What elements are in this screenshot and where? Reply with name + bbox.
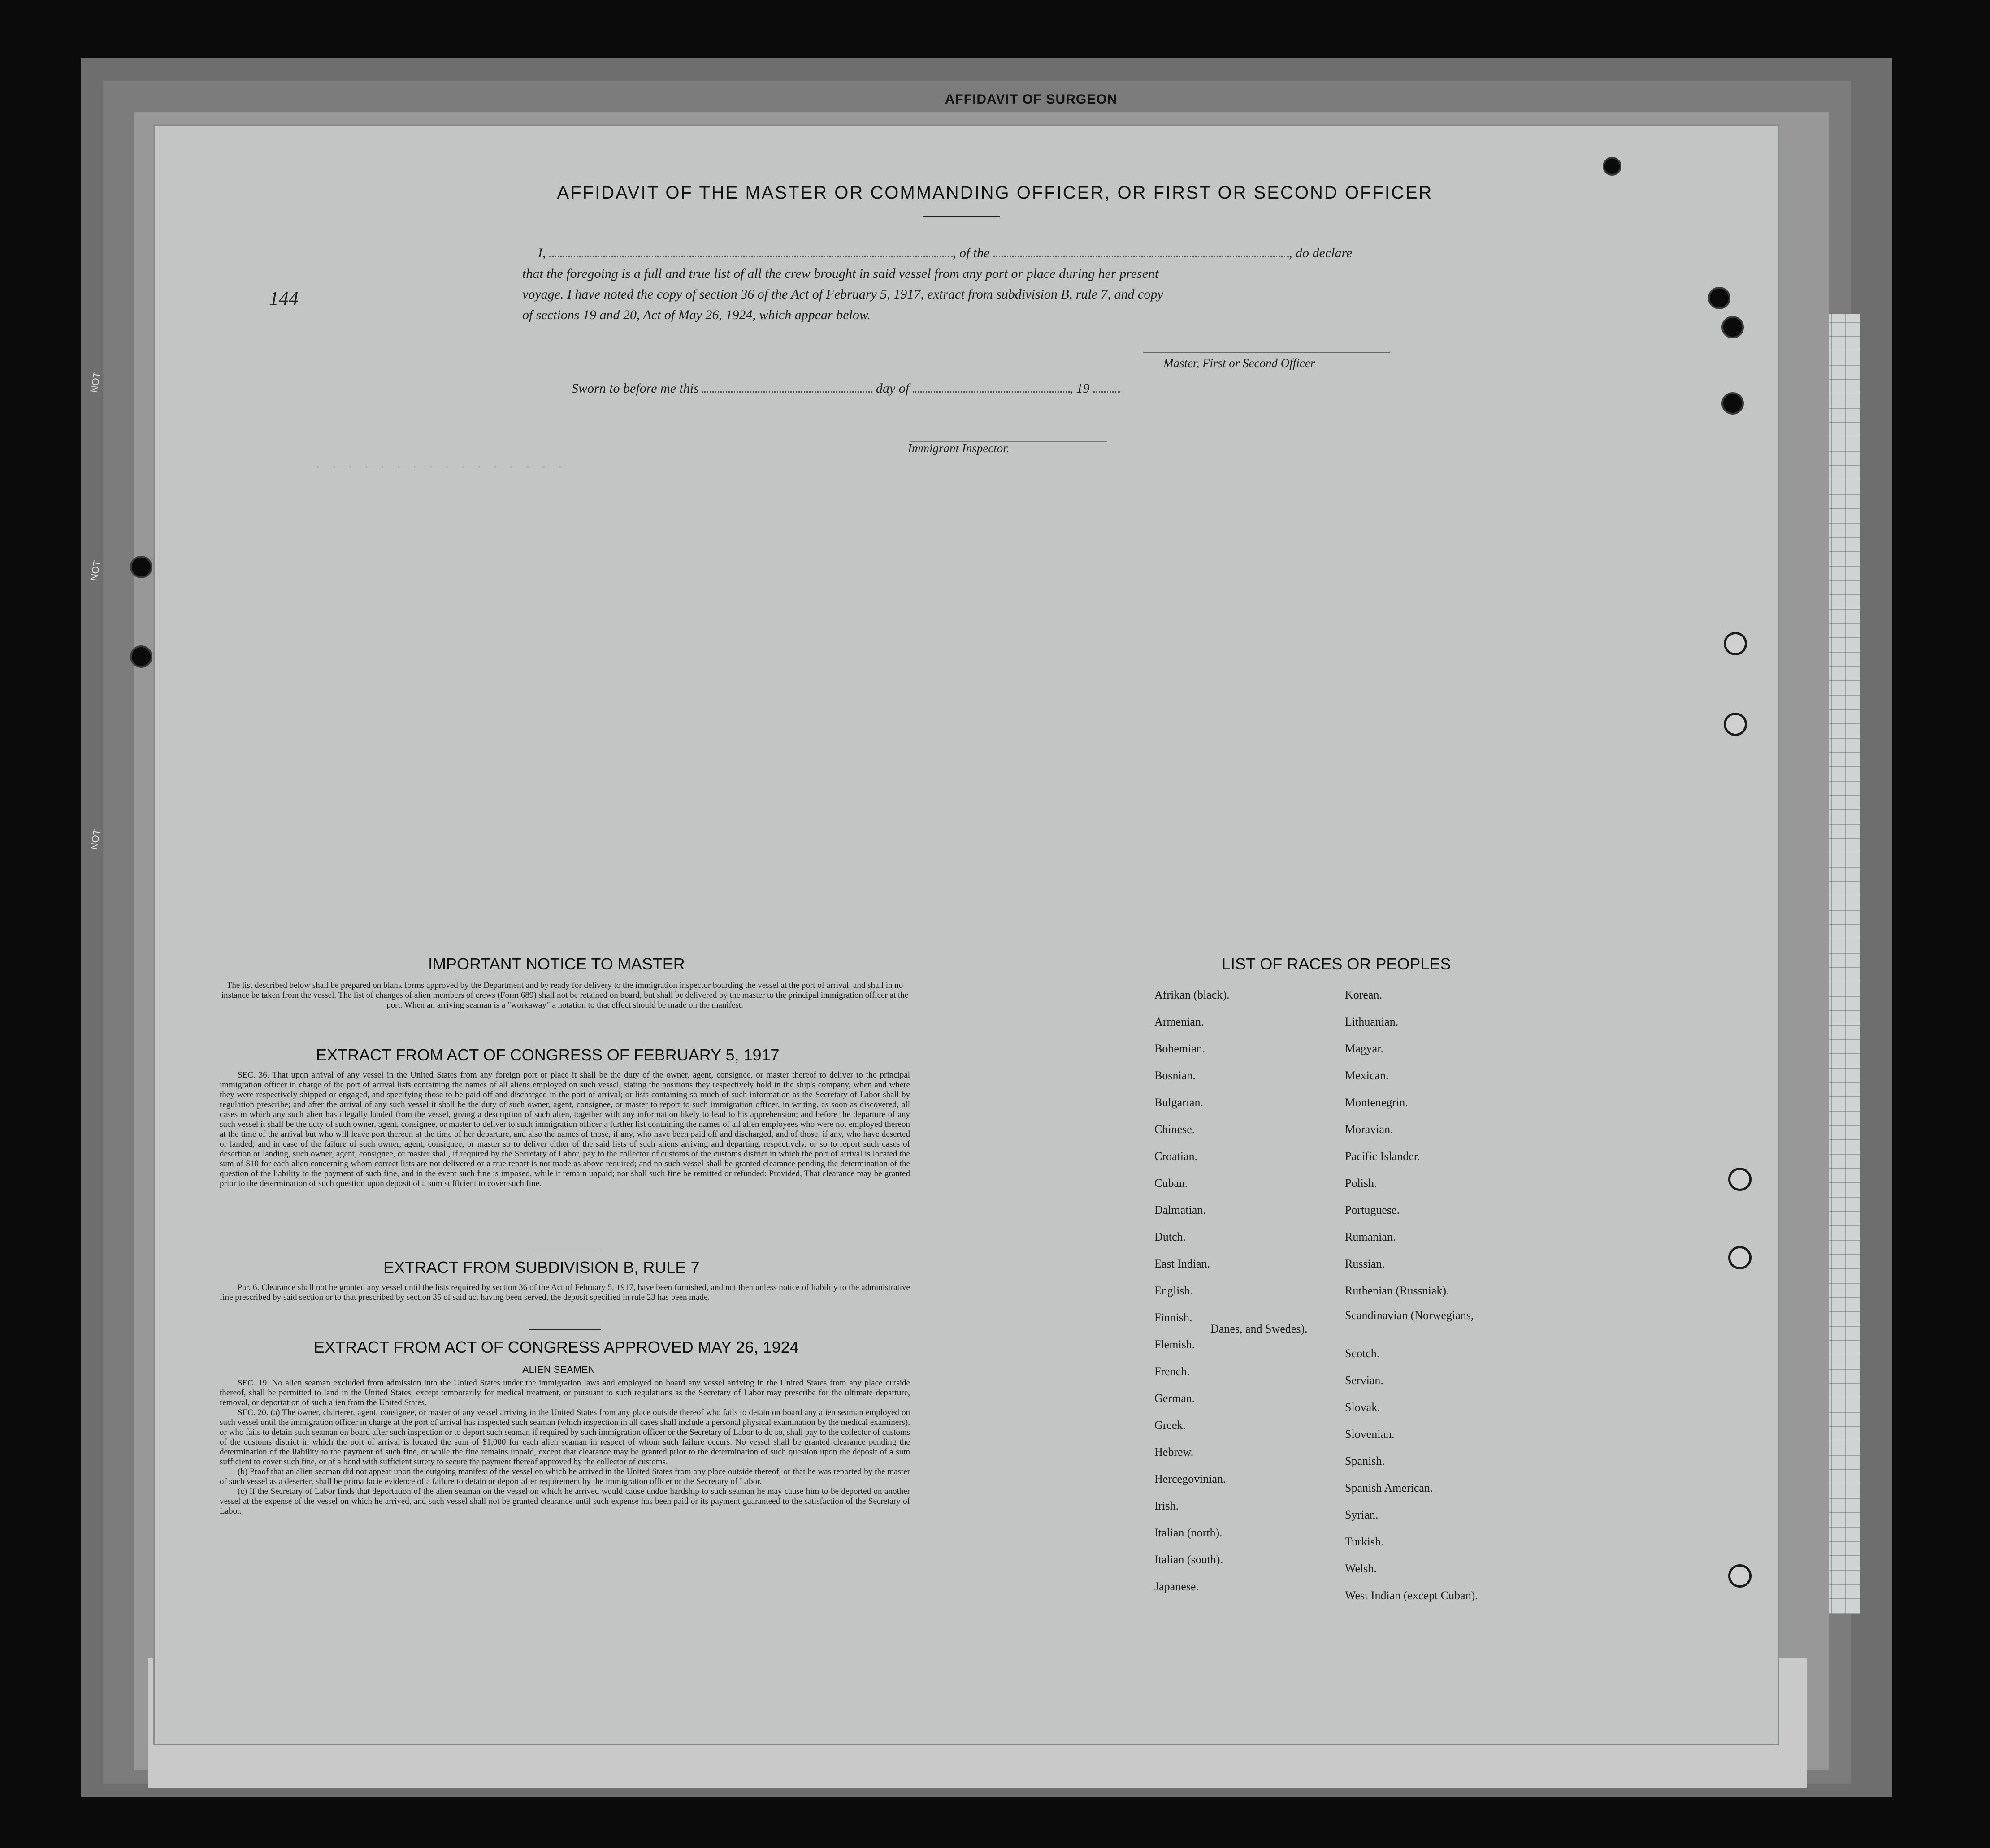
extract-1917-title: EXTRACT FROM ACT OF CONGRESS OF FEBRUARY 5, 1917 — [316, 1046, 780, 1064]
name-blank[interactable] — [549, 256, 953, 257]
race-item: Dalmatian. — [1154, 1203, 1206, 1216]
year-blank[interactable] — [1093, 391, 1120, 393]
vessel-blank[interactable] — [993, 256, 1289, 257]
race-item: East Indian. — [1154, 1257, 1210, 1270]
affidavit-line-4: of sections 19 and 20, Act of May 26, 1924, which appear below. — [522, 307, 871, 322]
sworn-line — [572, 381, 1120, 396]
signature-label: Master, First or Second Officer — [1163, 356, 1315, 370]
race-item: Italian (south). — [1154, 1553, 1223, 1566]
day-of-label: day of — [876, 381, 910, 396]
extract-1917-text: SEC. 36. That upon arrival of any vessel in the United States from any foreign port or place it shall be the duty of the owner, agent, consignee, or master thereof to deliver to the principal immigration officer in charge of the port of arrival lists containing the names of all aliens employed on such vessel, stating the positions they respectively hold in the ship's company, when and where they were respectively shipped or engaged, and specifying those to be paid off and discharged in the port of arrival; or lists containing so much of such information as the Secretary of Labor shall by regulation prescribe; and after the arrival of any such vessel it shall be the duty of such owner, agent, consignee, or master to report to such immigration officer, in writing, as soon as discovered, all cases in which any such alien has illegally landed from the vessel, giving a description of such alien, together with any information likely to lead to his apprehension; and before the departure of any such vessel it shall be the duty of such owner, agent, consignee, or master to deliver to such immigration officer a further list containing the names of all alien employees who were not employed thereon at the time of the arrival but who will leave port thereon at the time of her departure, and also the names of those, if any, who have been paid off and discharged, and of those, if any, who have deserted or landed; and in case of the failure of such owner, agent, consignee, or master so to deliver either of the said lists of such aliens arriving and departing, respectively, or so to report such cases of desertion or landing, such owner, agent, consignee, or master shall, if required by the Secretary of Labor, pay to the collector of customs of the customs district in which the port of arrival is located the sum of $10 for each alien concerning whom correct lists are not delivered or a true report is not made as above required; and no such vessel shall be granted clearance pending the determination of the question of the liability to the payment of such fine, and in the event such fine is imposed, while it remain unpaid; nor shall such fine be remitted or refunded: Provided, That clearance may be granted prior to the determination of such question upon deposit of a sum sufficient to cover such fine. — [220, 1070, 910, 1188]
binder-hole — [130, 556, 152, 578]
race-item: Scandinavian (Norwegians, — [1345, 1309, 1474, 1322]
sec20b-text: (b) Proof that an alien seaman did not appear upon the outgoing manifest of the vessel on which he arrived in the United States from any place outside thereof, or that he was reported by the master of such vessel as a deserter, shall be prima facie evidence of a failure to detain or deport after requirement by the immigration officer or the Secretary of Labor. — [220, 1467, 910, 1486]
race-item: Lithuanian. — [1345, 1015, 1399, 1028]
race-item: Irish. — [1154, 1499, 1179, 1512]
race-item: Flemish. — [1154, 1338, 1195, 1351]
binder-hole — [1721, 392, 1744, 415]
sworn-label: Sworn to before me this — [572, 381, 699, 396]
race-item: Hercegovinian. — [1154, 1472, 1226, 1485]
race-item: Rumanian. — [1345, 1230, 1396, 1243]
race-item: Turkish. — [1345, 1535, 1384, 1548]
race-item: Spanish. — [1345, 1454, 1385, 1467]
month-blank[interactable] — [913, 391, 1070, 393]
sec20c-text: (c) If the Secretary of Labor finds that deportation of the alien seaman on the vessel on which he arrived would cause undue hardship to such seaman he may cause him to be deported on another vessel at the expense of the vessel on which he arrived, and such vessel shall not be granted clearance until such expense has been paid or its payment guaranteed to the satisfaction of the Secretary of Labor. — [220, 1487, 910, 1516]
edge-mark: NOT — [88, 371, 103, 394]
race-item: Scotch. — [1345, 1347, 1380, 1360]
binder-hole — [1728, 1168, 1752, 1191]
sec19-text: SEC. 19. No alien seaman excluded from admission into the United States under the immigration laws and employed on board any vessel arriving in the United States from any place outside thereof, shall be permitted to land in the United States, except temporarily for medical treatment, or pursuant to such regulations as the Secretary of Labor may prescribe for the ultimate departure, removal, or deportation of such alien from the United States. — [220, 1378, 910, 1407]
race-item: German. — [1154, 1392, 1195, 1405]
inspector-label: Immigrant Inspector. — [908, 441, 1010, 455]
binder-hole — [1724, 632, 1747, 655]
extract-1924-subtitle: ALIEN SEAMEN — [522, 1364, 595, 1375]
race-item: Russian. — [1345, 1257, 1385, 1270]
binder-hole — [1724, 713, 1747, 736]
race-item: Syrian. — [1345, 1508, 1379, 1521]
race-item: Hebrew. — [1154, 1446, 1194, 1458]
extract-rule7-text: Par. 6. Clearance shall not be granted any vessel until the lists required by section 36 of the Act of February 5, 1917, have been furnished, and not then unless notice of liability to the administrative fine prescribed by said section or to that prescribed by section 35 of said act having been served, the deposit specified in rule 23 has been made. — [220, 1283, 910, 1302]
race-item: Chinese. — [1154, 1123, 1195, 1136]
race-item: Pacific Islander. — [1345, 1150, 1420, 1163]
race-item: Magyar. — [1345, 1042, 1383, 1055]
binder-hole — [1728, 1564, 1752, 1588]
signature-line[interactable] — [1143, 352, 1390, 353]
handwritten-page-number: 144 — [269, 287, 299, 309]
race-item: French. — [1154, 1365, 1190, 1378]
punch-hole — [1603, 157, 1621, 176]
race-item: Greek. — [1154, 1419, 1186, 1432]
extract-rule7-title: EXTRACT FROM SUBDIVISION B, RULE 7 — [383, 1258, 700, 1277]
race-item: Polish. — [1345, 1177, 1377, 1190]
year-prefix: , 19 — [1069, 381, 1090, 396]
race-item: Croatian. — [1154, 1150, 1198, 1163]
race-item: Montenegrin. — [1345, 1096, 1408, 1109]
affidavit-line-2: that the foregoing is a full and true list of all the crew brought in said vessel from any port or place during her present — [522, 266, 1159, 281]
day-blank[interactable] — [702, 391, 872, 393]
sec20a-text: SEC. 20. (a) The owner, charterer, agent, consignee, or master of any vessel arriving in the United States from any place outside thereof who fails to detain on board any alien seaman employed on such vessel until the immigration officer in charge at the port of arrival has inspected such seaman (which inspection in all cases shall include a personal physical examination by the medical examiners), or who fails to detain such seaman on board after such inspection or to deport such seaman if required by such immigration officer or the Secretary of Labor to do so, shall pay to the collector of customs of the customs district in which the port of arrival is located the sum of $1,000 for each alien seaman in respect of whom such failure occurs. No vessel shall be granted clearance pending the determination of the liability to the payment of such fine, or while the fine remains unpaid, except that clearance may be granted prior to the determination of such question upon the deposit of a sum sufficient to cover such fine, or of a bond with sufficient surety to secure the payment thereof approved by the collector of customs. — [220, 1408, 910, 1467]
race-item: Ruthenian (Russniak). — [1345, 1284, 1449, 1297]
binder-hole — [1728, 1246, 1752, 1269]
race-item: Finnish. — [1154, 1311, 1192, 1324]
binder-hole — [130, 645, 152, 668]
race-item: Armenian. — [1154, 1015, 1204, 1028]
edge-mark: NOT — [88, 559, 103, 582]
race-item: Slovak. — [1345, 1401, 1380, 1414]
race-item: English. — [1154, 1284, 1193, 1297]
notice-text: The list described below shall be prepared on blank forms approved by the Department and by ready for delivery to the immigration inspector boarding the vessel at the port of arrival, and shall in no instance be taken from the vessel. The list of changes of alien members of crews (Form 689) shall not be retained on board, but shall be delivered by the master to the principal immigration officer at the port. When an arriving seaman is a "workaway" a notation to that effect should be made on the manifest. — [221, 981, 909, 1010]
race-item: Mexican. — [1345, 1069, 1389, 1082]
affidavit-i: I, — [538, 246, 546, 260]
affidavit-line-3: voyage. I have noted the copy of section 36 of the Act of February 5, 1917, extract from subdivision B, rule 7, and copy — [522, 287, 1163, 302]
race-item: Servian. — [1345, 1374, 1383, 1387]
notice-body — [220, 981, 910, 1010]
race-item: Bosnian. — [1154, 1069, 1196, 1082]
bleed-through-text: . . . . . . . . . . . . . . . . — [314, 457, 564, 472]
race-item: Afrikan (black). — [1154, 988, 1230, 1001]
section-rule — [529, 1329, 601, 1330]
affidavit-declare: , do declare — [1289, 246, 1353, 260]
race-item: West Indian (except Cuban). — [1345, 1589, 1478, 1602]
race-item: Japanese. — [1154, 1580, 1199, 1593]
affidavit-title: AFFIDAVIT OF THE MASTER OR COMMANDING OFFICER, OR FIRST OR SECOND OFFICER — [557, 183, 1433, 203]
binder-hole — [1721, 316, 1744, 338]
race-item: Korean. — [1345, 988, 1383, 1001]
binder-hole — [1708, 287, 1730, 309]
race-item: Dutch. — [1154, 1230, 1186, 1243]
title-rule — [923, 216, 1000, 217]
extract-1917-body — [220, 1070, 910, 1189]
extract-1924-title: EXTRACT FROM ACT OF CONGRESS APPROVED MAY 26, 1924 — [314, 1338, 799, 1356]
race-item: Cuban. — [1154, 1177, 1188, 1190]
race-item: Italian (north). — [1154, 1526, 1223, 1539]
back-sheet-title: AFFIDAVIT OF SURGEON — [945, 92, 1118, 107]
affidavit-of-the: , of the — [953, 246, 990, 260]
race-item: Welsh. — [1345, 1562, 1377, 1575]
race-item: Slovenian. — [1345, 1428, 1395, 1441]
race-item: Portuguese. — [1345, 1203, 1400, 1216]
race-item: Bohemian. — [1154, 1042, 1205, 1055]
race-item: Danes, and Swedes). — [1210, 1322, 1308, 1335]
edge-mark: NOT — [88, 828, 103, 851]
affidavit-line-1 — [538, 246, 1352, 261]
races-title: LIST OF RACES OR PEOPLES — [1222, 955, 1451, 973]
notice-title: IMPORTANT NOTICE TO MASTER — [428, 955, 685, 973]
race-item: Bulgarian. — [1154, 1096, 1204, 1109]
race-item: Moravian. — [1345, 1123, 1393, 1136]
race-item: Spanish American. — [1345, 1481, 1433, 1494]
extract-1924-body — [220, 1378, 910, 1516]
extract-rule7-body — [220, 1283, 910, 1303]
